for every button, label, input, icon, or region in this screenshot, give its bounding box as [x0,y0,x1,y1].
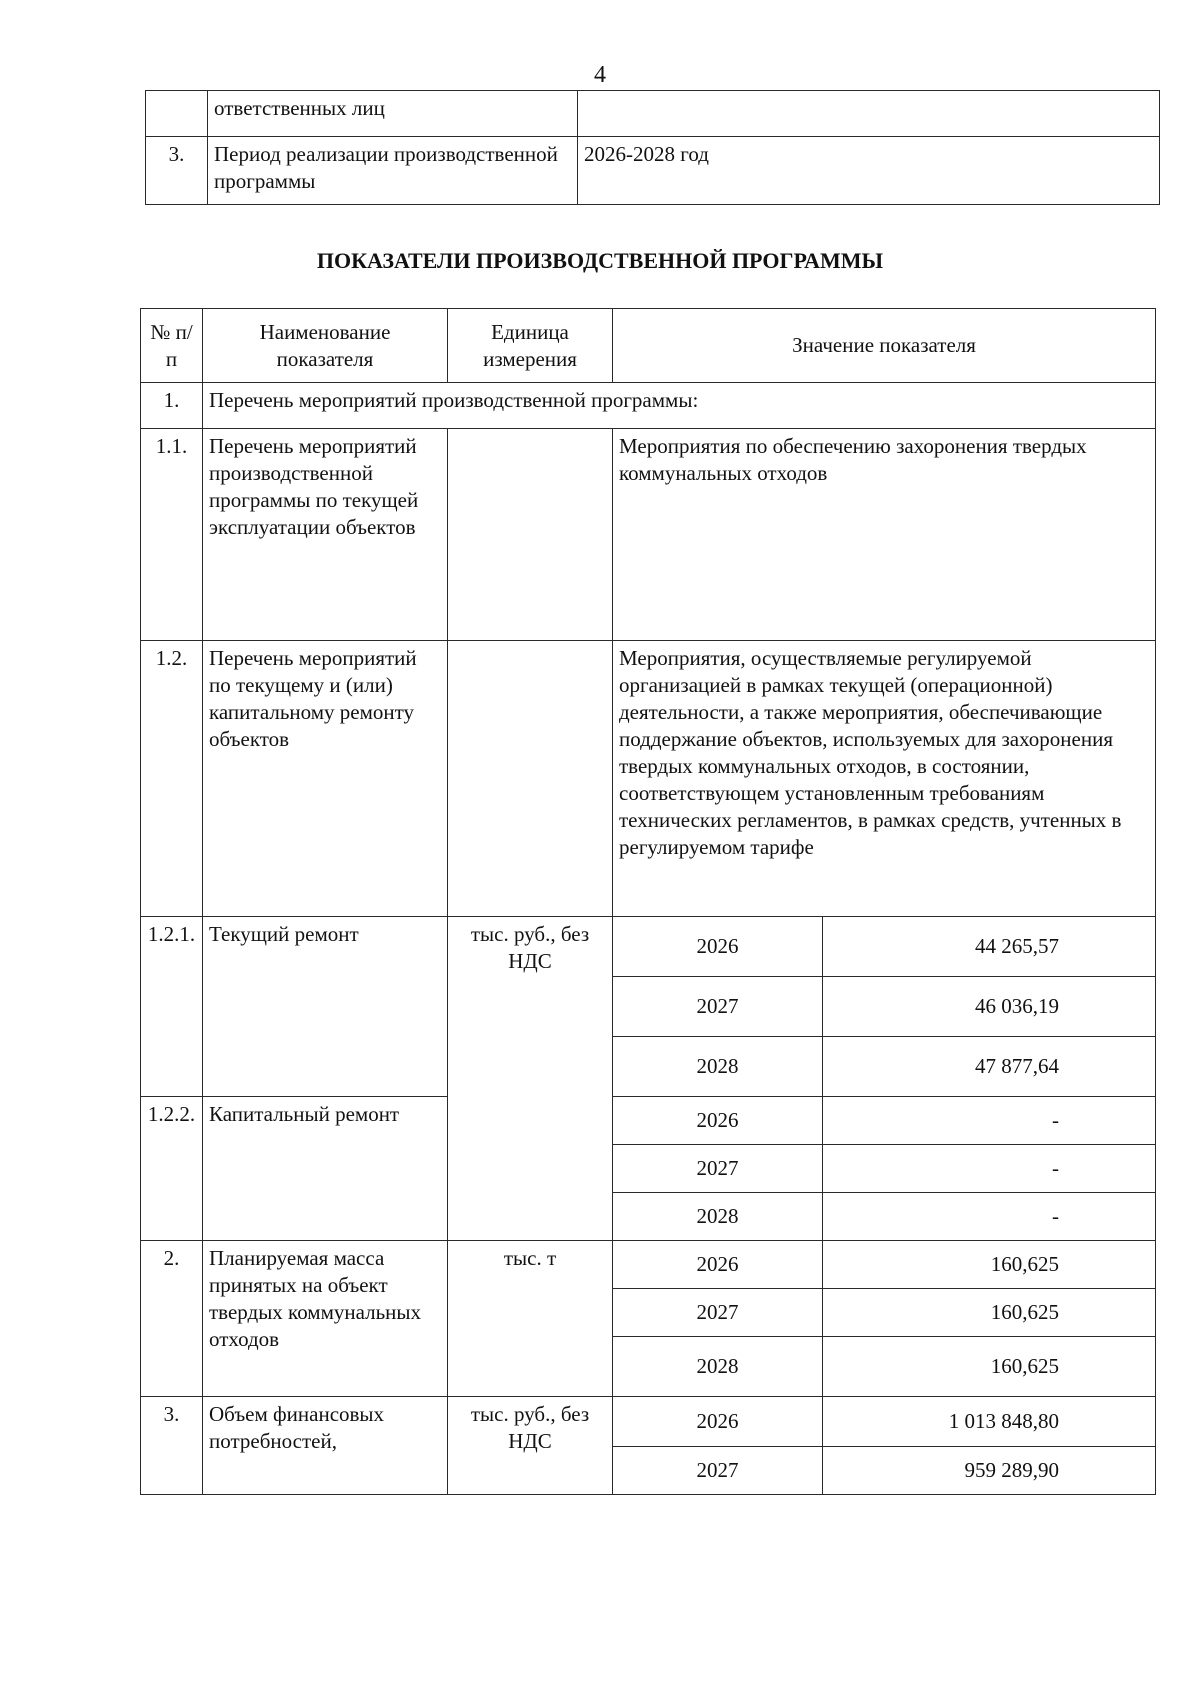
value-cell: 160,625 [823,1289,1156,1337]
table-row [141,917,1156,977]
value-cell: - [823,1193,1156,1241]
value-cell: - [823,1097,1156,1145]
row-label: Период реализации производственной программы [208,137,578,205]
row-unit [448,641,613,917]
header-value: Значение показателя [613,309,1156,383]
row-label: Перечень мероприятий производственной программы: [203,383,1156,429]
row-number [146,91,208,137]
value-cell: 44 265,57 [823,917,1156,977]
year-cell: 2026 [613,1397,823,1447]
row-number: 1.2. [141,641,203,917]
year-cell: 2027 [613,1447,823,1495]
table-row [146,137,1160,205]
row-label: Объем финансовых потребностей, [203,1397,448,1495]
indicators-table [140,308,1156,1495]
year-cell: 2026 [613,1241,823,1289]
table-row [141,1097,1156,1145]
row-label: Капитальный ремонт [203,1097,448,1241]
row-label: Планируемая масса принятых на объект твердых коммунальных отходов [203,1241,448,1397]
table-row [141,641,1156,917]
row-number: 3. [146,137,208,205]
row-number: 3. [141,1397,203,1495]
header-num: № п/п [141,309,203,383]
year-cell: 2028 [613,1337,823,1397]
year-cell: 2028 [613,1193,823,1241]
section-title: ПОКАЗАТЕЛИ ПРОИЗВОДСТВЕННОЙ ПРОГРАММЫ [316,248,884,273]
year-cell: 2028 [613,1037,823,1097]
row-label: Перечень мероприятий по текущему и (или) капитальному ремонту объектов [203,641,448,917]
row-value: Мероприятия по обеспечению захоронения твердых коммунальных отходов [613,429,1156,641]
table-header-row [141,309,1156,383]
row-label: Текущий ремонт [203,917,448,1097]
row-unit: тыс. т [448,1241,613,1397]
row-unit: тыс. руб., без НДС [448,917,613,1241]
header-unit: Единица измерения [448,309,613,383]
table-row [146,91,1160,137]
period-table [145,90,1160,205]
row-unit: тыс. руб., без НДС [448,1397,613,1495]
table-row [141,429,1156,641]
year-cell: 2026 [613,917,823,977]
table-row [141,383,1156,429]
row-number: 2. [141,1241,203,1397]
value-cell: 160,625 [823,1241,1156,1289]
year-cell: 2027 [613,1289,823,1337]
row-number: 1. [141,383,203,429]
table-row [141,1397,1156,1447]
row-label: Перечень мероприятий производственной программы по текущей эксплуатации объектов [203,429,448,641]
row-number: 1.2.1. [141,917,203,1097]
row-value: 2026-2028 год [578,137,1160,205]
row-unit [448,429,613,641]
row-number: 1.2.2. [141,1097,203,1241]
value-cell: - [823,1145,1156,1193]
year-cell: 2027 [613,1145,823,1193]
table-row [141,1241,1156,1289]
header-name: Наименование показателя [203,309,448,383]
row-number: 1.1. [141,429,203,641]
page-number: 4 [594,62,606,88]
row-label: ответственных лиц [208,91,578,137]
year-cell: 2027 [613,977,823,1037]
value-cell: 1 013 848,80 [823,1397,1156,1447]
value-cell: 47 877,64 [823,1037,1156,1097]
value-cell: 160,625 [823,1337,1156,1397]
year-cell: 2026 [613,1097,823,1145]
row-value: Мероприятия, осуществляемые регулируемой организацией в рамках текущей (операционной) деятельности, а также мероприятия, обеспечивающие поддержание объектов, используемых для захоронения твердых коммунальных отходов, в состоянии, соответствующем установленным требованиям технических регламентов, в рамках средств, учтенных в регулируемом тарифе [613,641,1156,917]
row-value [578,91,1160,137]
value-cell: 46 036,19 [823,977,1156,1037]
value-cell: 959 289,90 [823,1447,1156,1495]
